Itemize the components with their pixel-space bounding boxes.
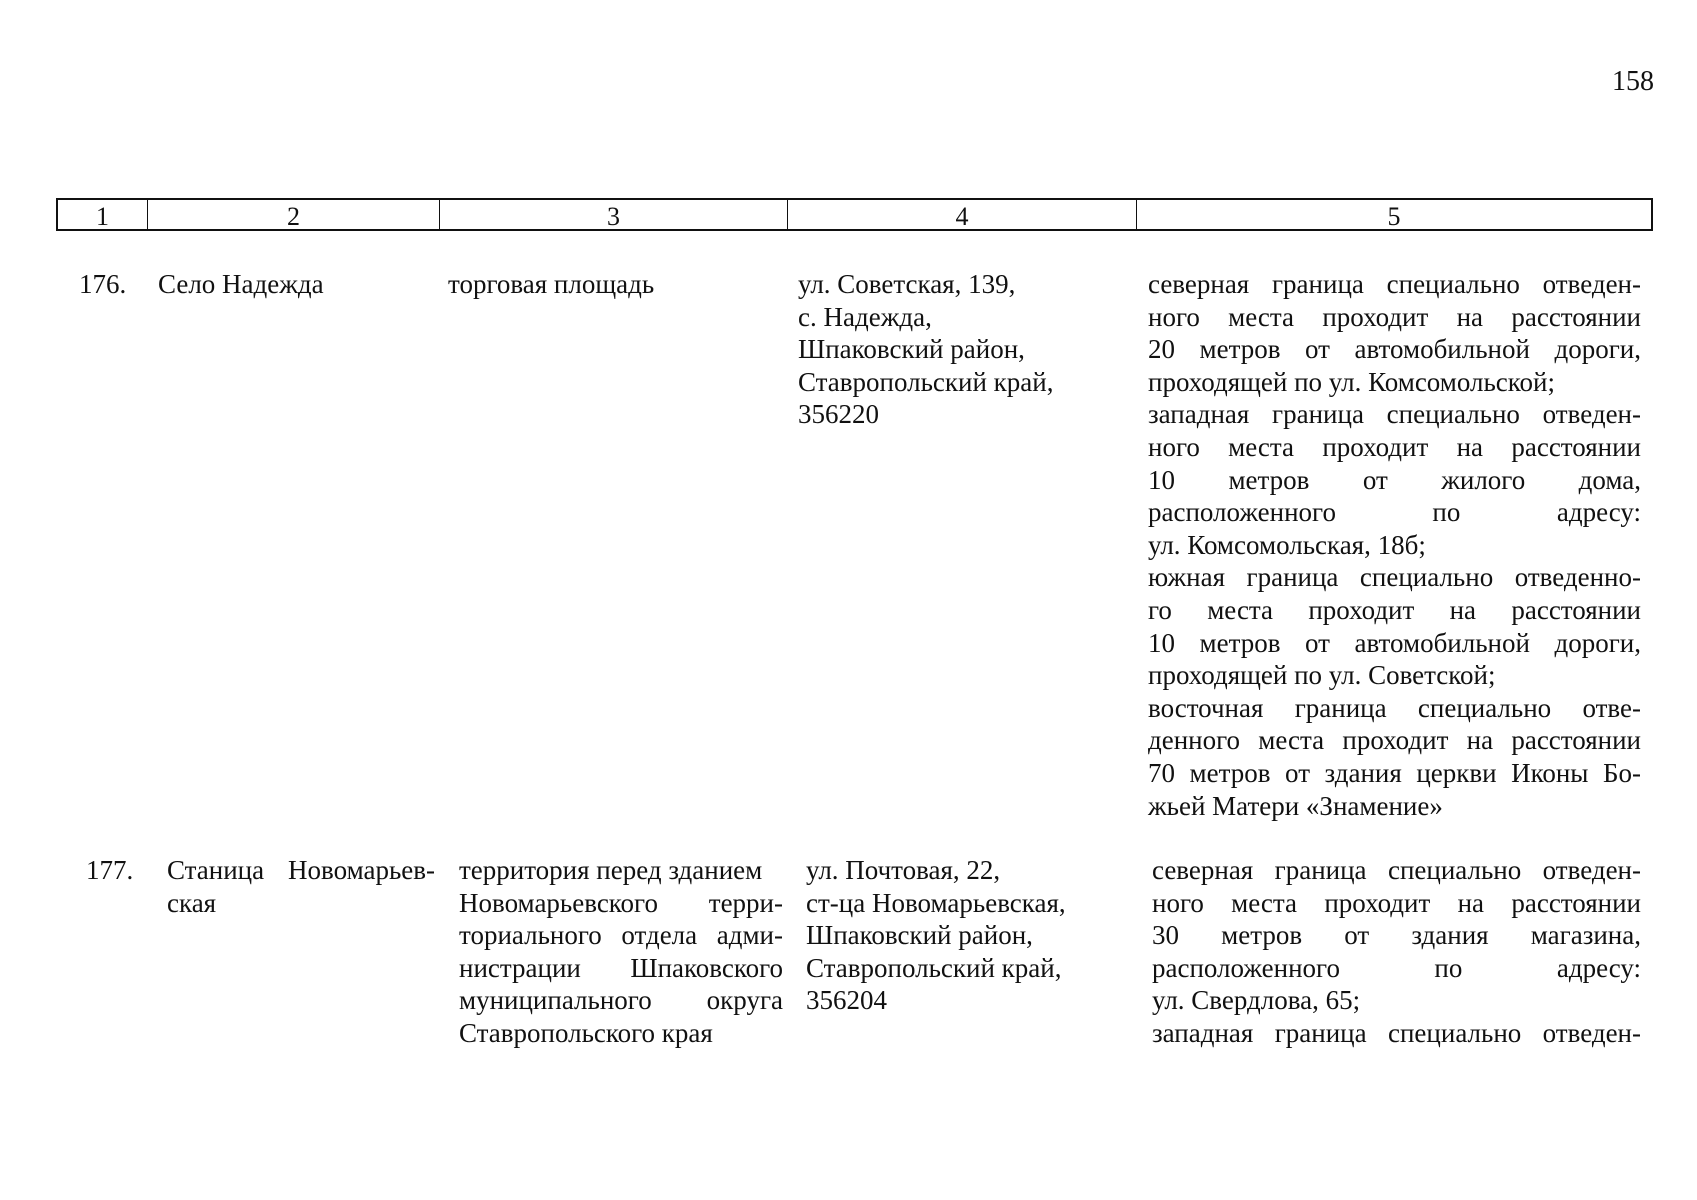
place-line: муниципального округа xyxy=(459,985,783,1016)
header-col-1: 1 xyxy=(58,200,148,229)
address-line: Шпаковский район, xyxy=(798,334,1025,365)
boundary-line: проходящей по ул. Комсомольской; xyxy=(1148,366,1555,397)
boundary-line: ул. Комсомольская, 18б; xyxy=(1148,529,1426,560)
address-line: 356204 xyxy=(806,985,887,1016)
address-line: ст-ца Новомарьевская, xyxy=(806,887,1066,918)
address-line: Ставропольский край, xyxy=(806,952,1062,983)
column-numbers-header xyxy=(56,198,1653,231)
boundary-line: южная граница специально отведенно- xyxy=(1148,562,1641,593)
boundary-line: расположенного по адресу: xyxy=(1148,497,1641,528)
header-col-3: 3 xyxy=(440,200,788,229)
boundary-line: западная граница специально отведен- xyxy=(1148,399,1641,430)
address-line: ул. Советская, 139, xyxy=(798,269,1016,299)
row-number: 176. xyxy=(79,269,127,299)
page-number: 158 xyxy=(1612,66,1654,97)
boundary-line: западная граница специально отведен- xyxy=(1152,1017,1641,1048)
header-col-2: 2 xyxy=(148,200,440,229)
address-line: с. Надежда, xyxy=(798,301,932,332)
address-line: Ставропольский край, xyxy=(798,366,1054,397)
boundary-line: 30 метров от здания магазина, xyxy=(1152,920,1641,951)
boundaries-cell xyxy=(1148,268,1641,822)
boundary-line: ного места проходит на расстоянии xyxy=(1152,887,1641,918)
boundary-line: ного места проходит на расстоянии xyxy=(1148,301,1641,332)
place-line: торговая площадь xyxy=(448,269,655,299)
locality-line: ская xyxy=(167,887,217,918)
address-cell xyxy=(798,268,1053,431)
boundary-line: расположенного по адресу: xyxy=(1152,952,1641,983)
address-line: 356220 xyxy=(798,399,879,430)
header-col-5: 5 xyxy=(1387,202,1401,231)
place-line: Новомарьевского терри- xyxy=(459,887,783,918)
place-line: Ставропольского края xyxy=(459,1017,713,1048)
header-col-4: 4 xyxy=(788,200,1137,229)
place-line: нистрации Шпаковского xyxy=(459,952,783,983)
place-line: ториального отдела адми- xyxy=(459,920,783,951)
place-line: территория перед зданием xyxy=(459,855,763,885)
address-cell xyxy=(806,854,1066,1017)
locality-cell xyxy=(167,854,435,919)
locality-cell xyxy=(158,268,324,301)
boundary-line: северная граница специально отведен- xyxy=(1148,269,1641,299)
boundary-line: ул. Свердлова, 65; xyxy=(1152,985,1361,1016)
locality-line: Село Надежда xyxy=(158,269,324,299)
boundary-line: го места проходит на расстоянии xyxy=(1148,594,1641,625)
boundary-line: 10 метров от автомобильной дороги, xyxy=(1148,627,1641,658)
address-line: ул. Почтовая, 22, xyxy=(806,855,1001,885)
boundary-line: северная граница специально отведен- xyxy=(1152,855,1641,885)
boundary-line: ного места проходит на расстоянии xyxy=(1148,431,1641,462)
boundaries-cell xyxy=(1152,854,1641,1050)
boundary-line: 20 метров от автомобильной дороги, xyxy=(1148,334,1641,365)
boundary-line: восточная граница специально отве- xyxy=(1148,692,1641,723)
boundary-line: проходящей по ул. Советской; xyxy=(1148,660,1496,691)
boundary-line: 70 метров от здания церкви Иконы Бо- xyxy=(1148,757,1641,788)
boundary-line: 10 метров от жилого дома, xyxy=(1148,464,1641,495)
locality-line: Станица Новомарьев- xyxy=(167,855,435,885)
boundary-line: жьей Матери «Знамение» xyxy=(1148,790,1443,821)
row-number: 177. xyxy=(86,855,134,885)
place-cell xyxy=(448,268,654,301)
place-cell xyxy=(459,854,783,1050)
address-line: Шпаковский район, xyxy=(806,920,1033,951)
boundary-line: денного места проходит на расстоянии xyxy=(1148,725,1641,756)
